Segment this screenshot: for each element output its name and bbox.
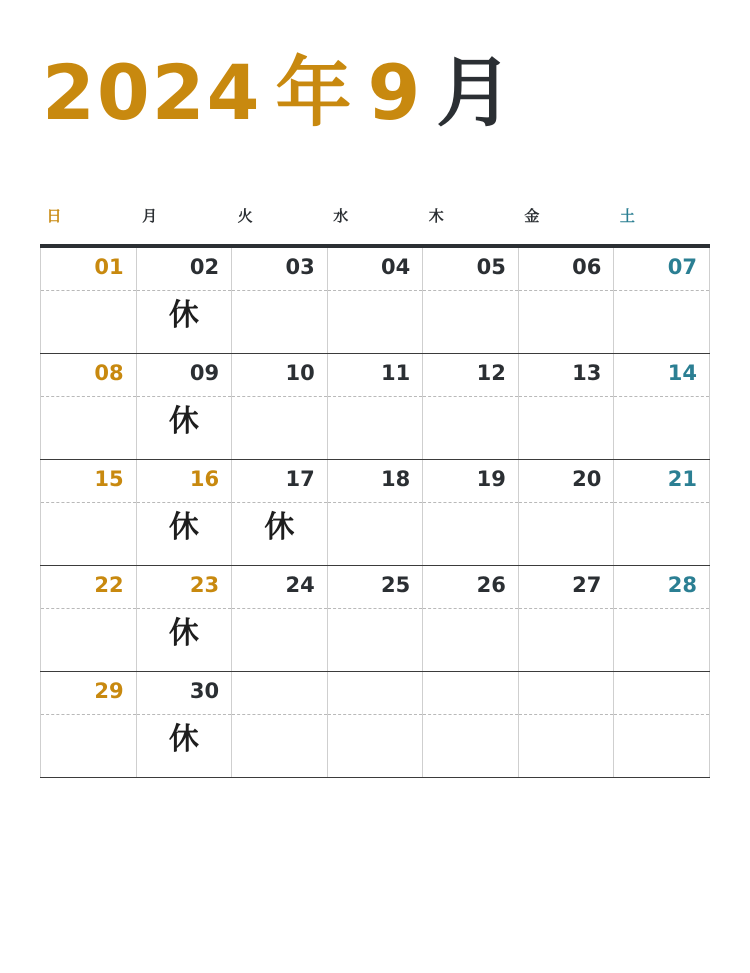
day-cell[interactable] xyxy=(518,354,614,397)
day-number xyxy=(232,672,327,681)
day-number: 08 xyxy=(94,361,124,385)
day-cell[interactable] xyxy=(518,246,614,291)
calendar-grid xyxy=(40,205,710,778)
day-cell[interactable] xyxy=(327,354,423,397)
day-note xyxy=(41,715,136,725)
day-cell[interactable] xyxy=(518,672,614,715)
day-note xyxy=(614,503,709,513)
day-number: 03 xyxy=(285,255,315,279)
title-month: 9 xyxy=(367,48,423,137)
day-number: 18 xyxy=(381,467,411,491)
day-cell[interactable] xyxy=(327,672,423,715)
week-row-numbers xyxy=(41,246,710,291)
week-row-notes xyxy=(41,715,710,778)
day-cell[interactable] xyxy=(423,354,519,397)
day-note xyxy=(519,291,614,301)
day-cell[interactable] xyxy=(327,460,423,503)
day-note: 休 xyxy=(168,298,199,333)
day-cell[interactable] xyxy=(614,246,710,291)
note-cell[interactable] xyxy=(327,397,423,460)
week-row-notes xyxy=(41,397,710,460)
note-cell[interactable] xyxy=(232,503,328,566)
day-cell[interactable] xyxy=(327,246,423,291)
note-cell[interactable] xyxy=(136,291,232,354)
weekday-header-thursday: 木 xyxy=(423,205,519,246)
day-cell[interactable] xyxy=(136,246,232,291)
note-cell[interactable] xyxy=(423,397,519,460)
note-cell[interactable] xyxy=(518,397,614,460)
day-cell[interactable] xyxy=(136,566,232,609)
day-cell[interactable] xyxy=(136,460,232,503)
day-note xyxy=(614,715,709,725)
note-cell[interactable] xyxy=(136,609,232,672)
note-cell[interactable] xyxy=(423,503,519,566)
day-cell[interactable] xyxy=(136,672,232,715)
day-cell[interactable] xyxy=(41,460,137,503)
day-cell[interactable] xyxy=(41,672,137,715)
note-cell[interactable] xyxy=(136,397,232,460)
day-cell[interactable] xyxy=(423,672,519,715)
day-note xyxy=(423,715,518,725)
day-number: 24 xyxy=(285,573,315,597)
weekday-header-row xyxy=(41,205,710,246)
week-row-notes xyxy=(41,609,710,672)
day-note xyxy=(232,715,327,725)
day-number: 09 xyxy=(189,361,220,385)
day-number: 21 xyxy=(667,467,697,491)
week-row-numbers xyxy=(41,354,710,397)
note-cell[interactable] xyxy=(327,503,423,566)
day-cell[interactable] xyxy=(41,246,137,291)
day-number: 27 xyxy=(572,573,602,597)
day-cell[interactable] xyxy=(232,460,328,503)
week-row-notes xyxy=(41,503,710,566)
note-cell[interactable] xyxy=(518,503,614,566)
day-number: 12 xyxy=(476,361,506,385)
day-note xyxy=(423,609,518,619)
note-cell[interactable] xyxy=(232,609,328,672)
day-number: 04 xyxy=(381,255,411,279)
day-cell[interactable] xyxy=(232,354,328,397)
day-cell[interactable] xyxy=(518,460,614,503)
day-note: 休 xyxy=(168,404,199,439)
day-note xyxy=(232,397,327,407)
day-cell[interactable] xyxy=(41,354,137,397)
day-cell[interactable] xyxy=(232,246,328,291)
day-note xyxy=(423,397,518,407)
week-row-numbers xyxy=(41,460,710,503)
day-note: 休 xyxy=(264,510,295,545)
calendar-table xyxy=(40,205,710,778)
day-number: 01 xyxy=(94,255,124,279)
note-cell[interactable] xyxy=(232,291,328,354)
note-cell[interactable] xyxy=(327,609,423,672)
day-note xyxy=(328,503,423,513)
note-cell[interactable] xyxy=(614,715,710,778)
note-cell[interactable] xyxy=(232,397,328,460)
day-cell[interactable] xyxy=(614,354,710,397)
day-note xyxy=(41,503,136,513)
week-row-numbers xyxy=(41,672,710,715)
note-cell[interactable] xyxy=(136,503,232,566)
day-number: 07 xyxy=(667,255,697,279)
note-cell[interactable] xyxy=(41,397,137,460)
day-note xyxy=(519,609,614,619)
calendar-body xyxy=(41,246,710,778)
day-note xyxy=(328,291,423,301)
day-number: 26 xyxy=(476,573,506,597)
day-number: 25 xyxy=(381,573,411,597)
day-note xyxy=(519,397,614,407)
day-note xyxy=(328,397,423,407)
weekday-header-friday: 金 xyxy=(518,205,614,246)
note-cell[interactable] xyxy=(327,715,423,778)
day-note: 休 xyxy=(168,616,199,651)
weekday-header-sunday: 日 xyxy=(41,205,137,246)
note-cell[interactable] xyxy=(614,397,710,460)
note-cell[interactable] xyxy=(423,715,519,778)
weekday-header-saturday: 土 xyxy=(614,205,710,246)
day-note: 休 xyxy=(168,510,199,545)
day-number: 02 xyxy=(189,255,220,279)
week-row-numbers xyxy=(41,566,710,609)
day-note xyxy=(614,291,709,301)
page-title xyxy=(42,48,515,137)
note-cell[interactable] xyxy=(136,715,232,778)
note-cell[interactable] xyxy=(423,291,519,354)
day-number: 13 xyxy=(572,361,602,385)
note-cell[interactable] xyxy=(423,609,519,672)
day-cell[interactable] xyxy=(327,566,423,609)
day-cell[interactable] xyxy=(423,460,519,503)
day-number xyxy=(614,672,709,681)
day-cell[interactable] xyxy=(518,566,614,609)
day-number: 29 xyxy=(94,679,124,703)
day-note xyxy=(232,609,327,619)
title-month-suffix: 月 xyxy=(436,48,515,137)
day-note xyxy=(232,291,327,301)
note-cell[interactable] xyxy=(232,715,328,778)
note-cell[interactable] xyxy=(518,609,614,672)
note-cell[interactable] xyxy=(41,503,137,566)
note-cell[interactable] xyxy=(614,291,710,354)
note-cell[interactable] xyxy=(518,291,614,354)
day-note xyxy=(41,291,136,301)
day-number: 15 xyxy=(94,467,124,491)
day-cell[interactable] xyxy=(41,566,137,609)
weekday-header-monday: 月 xyxy=(136,205,232,246)
day-cell[interactable] xyxy=(423,566,519,609)
title-year: 2024 xyxy=(42,48,262,137)
day-note xyxy=(519,715,614,725)
day-cell[interactable] xyxy=(136,354,232,397)
day-number: 06 xyxy=(572,255,602,279)
day-cell[interactable] xyxy=(232,566,328,609)
day-number: 14 xyxy=(667,361,697,385)
day-cell[interactable] xyxy=(232,672,328,715)
day-note xyxy=(614,609,709,619)
weekday-header-wednesday: 水 xyxy=(327,205,423,246)
week-row-notes xyxy=(41,291,710,354)
note-cell[interactable] xyxy=(518,715,614,778)
note-cell[interactable] xyxy=(614,609,710,672)
day-note xyxy=(328,609,423,619)
day-cell[interactable] xyxy=(614,672,710,715)
day-note xyxy=(423,291,518,301)
day-number: 16 xyxy=(189,467,220,491)
note-cell[interactable] xyxy=(41,715,137,778)
title-year-suffix: 年 xyxy=(275,48,354,137)
day-number: 30 xyxy=(189,679,220,703)
day-number: 28 xyxy=(667,573,697,597)
day-number: 10 xyxy=(285,361,315,385)
day-number: 17 xyxy=(285,467,315,491)
day-number: 19 xyxy=(476,467,506,491)
day-note xyxy=(519,503,614,513)
note-cell[interactable] xyxy=(327,291,423,354)
day-number: 05 xyxy=(476,255,506,279)
note-cell[interactable] xyxy=(614,503,710,566)
day-cell[interactable] xyxy=(614,460,710,503)
day-note xyxy=(328,715,423,725)
day-number: 23 xyxy=(189,573,220,597)
day-number: 11 xyxy=(381,361,411,385)
calendar-header xyxy=(41,205,710,246)
day-number: 20 xyxy=(572,467,602,491)
day-number: 22 xyxy=(94,573,124,597)
note-cell[interactable] xyxy=(41,291,137,354)
day-note: 休 xyxy=(168,722,199,757)
day-number xyxy=(423,672,518,681)
day-number xyxy=(519,672,614,681)
day-number xyxy=(328,672,423,681)
day-cell[interactable] xyxy=(614,566,710,609)
day-cell[interactable] xyxy=(423,246,519,291)
note-cell[interactable] xyxy=(41,609,137,672)
day-note xyxy=(423,503,518,513)
day-note xyxy=(41,397,136,407)
day-note xyxy=(614,397,709,407)
day-note xyxy=(41,609,136,619)
weekday-header-tuesday: 火 xyxy=(232,205,328,246)
